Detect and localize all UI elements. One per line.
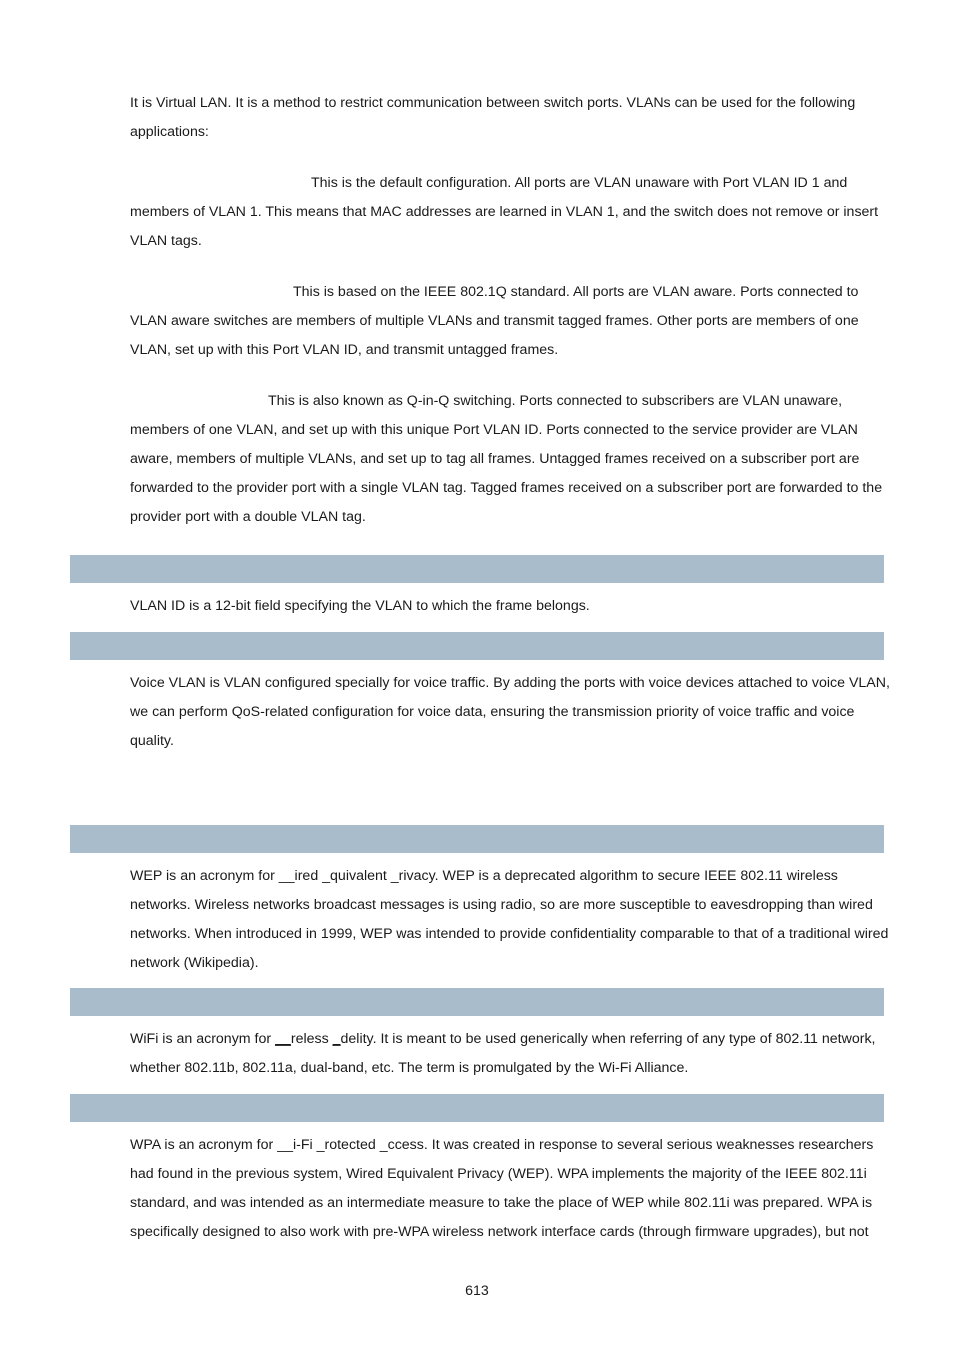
wifi-paragraph: WiFi is an acronym for __reless _delity. It is meant to be used generically when referring of any type of 802.11 network, whether 802.11b, 802.11a, dual-band, etc. The term is promulgated by the Wi-Fi Alliance.	[130, 1031, 876, 1076]
section-header-bar-wep	[70, 825, 884, 853]
vlan-unaware-paragraph: This is the default configuration. All ports are VLAN unaware with Port VLAN ID 1 and members of VLAN 1. This means that MAC addresses are learned in VLAN 1, and the switch does not remove or insert VLAN tags.	[130, 175, 879, 249]
page-number: 613	[465, 1283, 489, 1299]
section-header-bar-voice-vlan	[70, 632, 884, 660]
wep-paragraph: WEP is an acronym for __ired _quivalent _rivacy. WEP is a deprecated algorithm to secure IEEE 802.11 wireless networks. Wireless networks broadcast messages is using radio, so are more susceptible to eavesdropping than wired networks. When introduced in 1999, WEP was intended to provide confidentiality comparable to that of a traditional wired network (Wikipedia).	[130, 868, 889, 971]
section-header-bar-wpa	[70, 1094, 884, 1122]
section-header-bar-vlan-id	[70, 555, 884, 583]
vlan-id-paragraph: VLAN ID is a 12-bit field specifying the VLAN to which the frame belongs.	[130, 598, 590, 614]
vlan-intro-paragraph: It is Virtual LAN. It is a method to restrict communication between switch ports. VLANs can be used for the following applications:	[130, 95, 856, 140]
vlan-aware-paragraph: This is based on the IEEE 802.1Q standard. All ports are VLAN aware. Ports connected to VLAN aware switches are members of multiple VLANs and transmit tagged frames. Other ports are members of one VLAN, set up with this Port VLAN ID, and transmit untagged frames.	[130, 284, 859, 358]
section-header-bar-wifi	[70, 988, 884, 1016]
wpa-paragraph: WPA is an acronym for __i-Fi _rotected _ccess. It was created in response to several serious weaknesses researchers had found in the previous system, Wired Equivalent Privacy (WEP). WPA implements the majority of the IEEE 802.11i standard, and was intended as an intermediate measure to take the place of WEP while 802.11i was prepared. WPA is specifically designed to also work with pre-WPA wireless network interface cards (through firmware upgrades), but not	[130, 1137, 874, 1240]
voice-vlan-paragraph: Voice VLAN is VLAN configured specially for voice traffic. By adding the ports with voice devices attached to voice VLAN, we can perform QoS-related configuration for voice data, ensuring the transmission priority of voice traffic and voice quality.	[130, 675, 890, 749]
vlan-stacking-paragraph: This is also known as Q-in-Q switching. Ports connected to subscribers are VLAN unaware, members of one VLAN, and set up with this unique Port VLAN ID. Ports connected to the service provider are VLAN aware, members of multiple VLANs, and set up to tag all frames. Untagged frames received on a subscriber port are forwarded to the provider port with a single VLAN tag. Tagged frames received on a subscriber port are forwarded to the provider port with a double VLAN tag.	[130, 393, 883, 525]
